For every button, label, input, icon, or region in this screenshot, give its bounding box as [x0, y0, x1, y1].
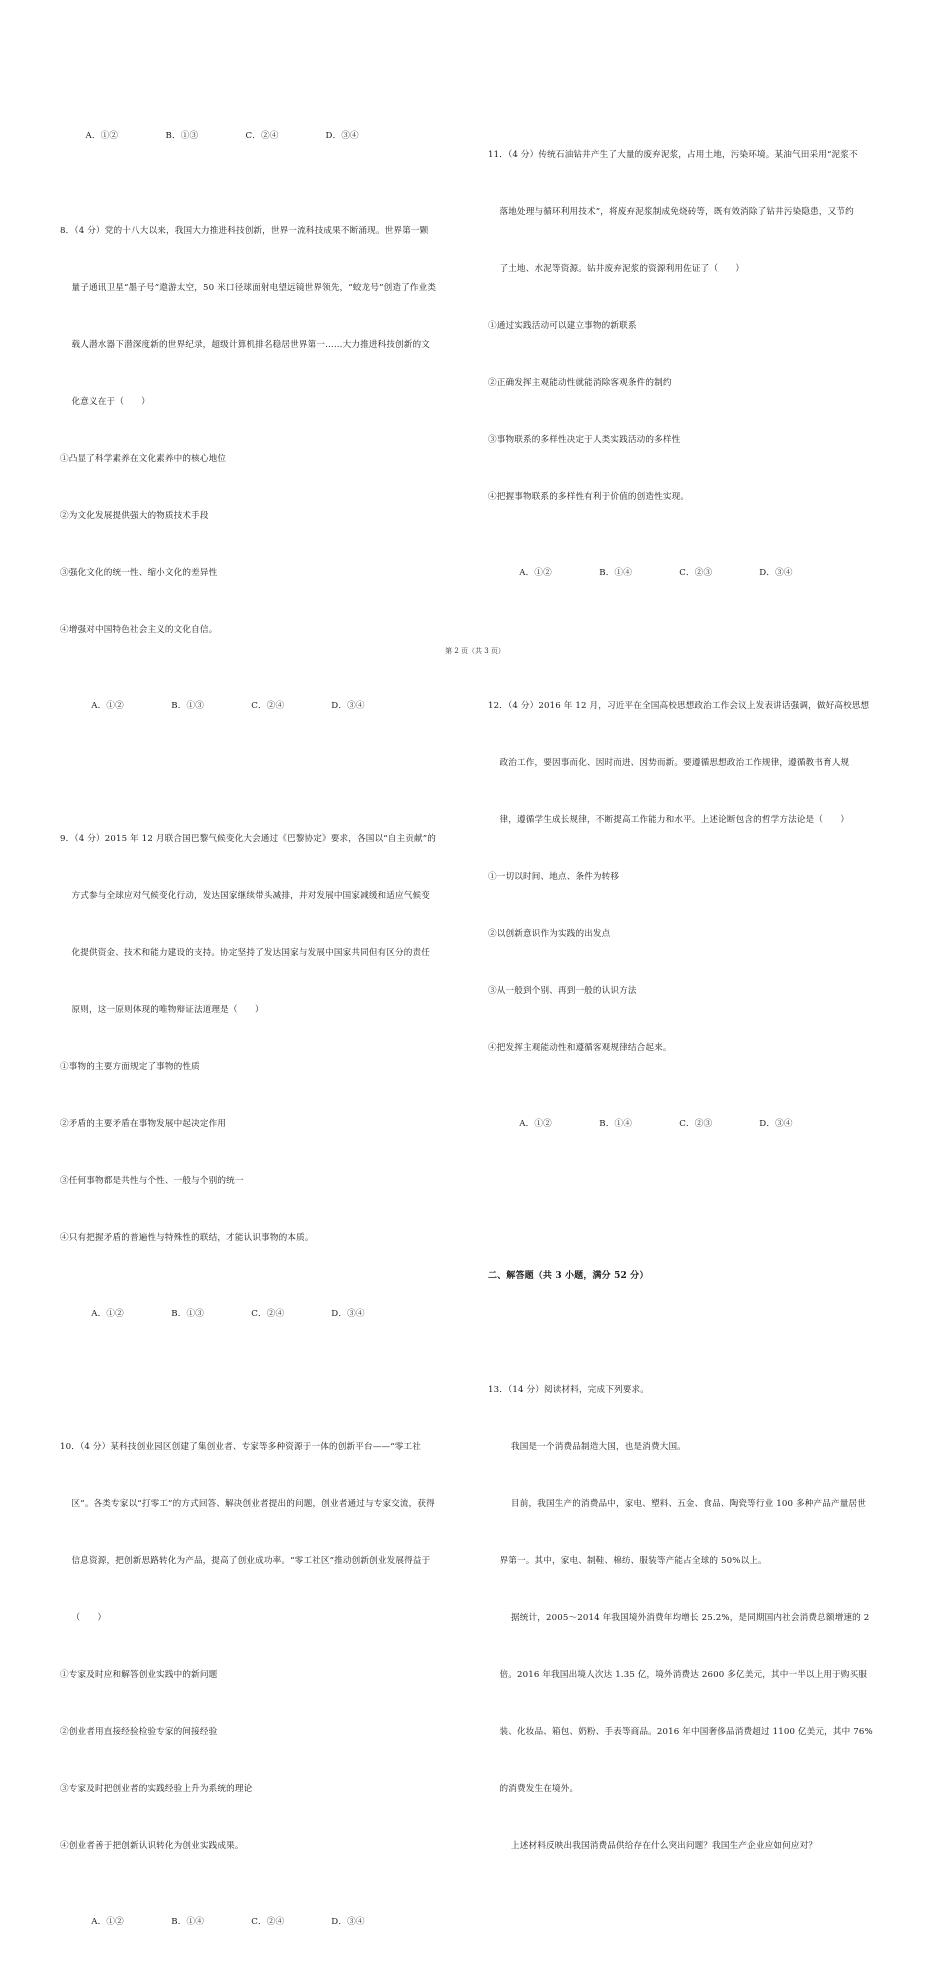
question-text-line: 13．（14 分）阅读材料，完成下列要求。 — [488, 1385, 649, 1395]
statement-item: ④增强对中国特色社会主义的文化自信。 — [60, 625, 218, 635]
option-d: D．③④ — [331, 701, 365, 711]
q12-options — [488, 1096, 908, 1129]
statement-item: ③强化文化的统一性、缩小文化的差异性 — [60, 568, 218, 578]
question-12 — [488, 659, 908, 1153]
material-line: 的消费发生在境外。 — [488, 1784, 579, 1794]
question-11 — [488, 108, 908, 602]
question-10 — [60, 1400, 480, 1951]
option-b: B．①③ — [165, 131, 199, 141]
left-column — [60, 70, 480, 1970]
question-13 — [488, 1343, 908, 1894]
option-a: A．①② — [519, 568, 552, 578]
page-footer: 第 2 页（共 3 页） — [445, 647, 505, 655]
option-c: C．②③ — [679, 568, 713, 578]
option-b: B．①④ — [171, 1917, 204, 1927]
material-line: 倍。2016 年我国出境人次达 1.35 亿，境外消费达 2600 多亿美元，其中一半以上用于购买服 — [488, 1670, 868, 1680]
question-text-line: 11．（4 分）传统石油钻井产生了大量的废弃泥浆，占用土地，污染环境。某油气田采用“泥浆不 — [488, 150, 858, 160]
option-c: C．②④ — [245, 131, 279, 141]
option-a: A．①② — [85, 131, 119, 141]
statement-item: ④把发挥主观能动性和遵循客观规律结合起来。 — [488, 1043, 672, 1053]
statement-item: ①专家及时应和解答创业实践中的新问题 — [60, 1670, 218, 1680]
q11-options — [488, 545, 908, 578]
statement-item: ①凸显了科学素养在文化素养中的核心地位 — [60, 454, 227, 464]
material-line: 我国是一个消费品制造大国，也是消费大国。 — [488, 1442, 686, 1452]
statement-item: ④只有把握矛盾的普遍性与特殊性的联结，才能认识事物的本质。 — [60, 1233, 314, 1243]
option-d: D．③④ — [759, 1119, 793, 1129]
q8-options — [60, 678, 480, 711]
statement-item: ②矛盾的主要矛盾在事物发展中起决定作用 — [60, 1119, 227, 1129]
option-b: B．①③ — [171, 701, 204, 711]
question-text-line: 区”。各类专家以“打零工”的方式回答、解决创业者提出的问题，创业者通过与专家交流，获得 — [60, 1499, 435, 1509]
statement-item: ③任何事物都是共性与个性、一般与个别的统一 — [60, 1176, 244, 1186]
option-d: D．③④ — [759, 568, 793, 578]
option-d: D．③④ — [331, 1309, 365, 1319]
question-text-line: 信息资源，把创新思路转化为产品，提高了创业成功率。“零工社区”推动创新创业发展得益于 — [60, 1556, 431, 1566]
statement-item: ④把握事物联系的多样性有利于价值的创造性实现。 — [488, 492, 690, 502]
statement-item: ①事物的主要方面规定了事物的性质 — [60, 1062, 200, 1072]
statement-item: ④创业者善于把创新认识转化为创业实践成果。 — [60, 1841, 244, 1851]
statement-item: ③事物联系的多样性决定于人类实践活动的多样性 — [488, 435, 681, 445]
q7-options — [60, 108, 480, 141]
question-text-line: 12．（4 分）2016 年 12 月，习近平在全国高校思想政治工作会议上发表讲话强调，做好高校思想 — [488, 701, 870, 711]
option-c: C．②④ — [251, 701, 285, 711]
question-text-line: 8．（4 分）党的十八大以来，我国大力推进科技创新，世界一流科技成果不断涌现。世界第一颗 — [60, 226, 429, 236]
question-text-line: 落地处理与循环利用技术”，将废弃泥浆制成免烧砖等，既有效消除了钻井污染隐患，又节约 — [488, 207, 854, 217]
option-a: A．①② — [519, 1119, 552, 1129]
q9-options — [60, 1286, 480, 1319]
question-text-line: 化提供资金、技术和能力建设的支持。协定坚持了发达国家与发展中国家共同但有区分的责任 — [60, 948, 431, 958]
statement-item: ③专家及时把创业者的实践经验上升为系统的理论 — [60, 1784, 253, 1794]
option-b: B．①③ — [171, 1309, 204, 1319]
material-line: 据统计，2005～2014 年我国境外消费年均增长 25.2%，是同期国内社会消费总额增速的 2 — [488, 1613, 870, 1623]
statement-item: ②创业者用直接经验检验专家的间接经验 — [60, 1727, 218, 1737]
statement-item: ②以创新意识作为实践的出发点 — [488, 929, 611, 939]
option-c: C．②④ — [251, 1917, 285, 1927]
q10-options — [60, 1894, 480, 1927]
material-line: 目前，我国生产的消费品中，家电、塑料、五金、食品、陶瓷等行业 100 多种产品产量居世 — [488, 1499, 866, 1509]
option-c: C．②④ — [251, 1309, 285, 1319]
question-text-line: 政治工作，要因事而化、因时而进、因势而新。要遵循思想政治工作规律，遵循教书育人规 — [488, 758, 850, 768]
option-a: A．①② — [91, 1309, 124, 1319]
statement-item: ②正确发挥主观能动性就能消除客观条件的制约 — [488, 378, 672, 388]
question-text-line: 化意义在于（ ） — [60, 397, 151, 407]
section-title: 二、解答题（共 3 小题，满分 52 分） — [488, 1271, 649, 1281]
statement-item: ③从一般到个别、再到一般的认识方法 — [488, 986, 637, 996]
material-line: 装、化妆品、箱包、奶粉、手表等商品。2016 年中国奢侈品消费超过 1100 亿美元，其中 76% — [488, 1727, 873, 1737]
option-d: D．③④ — [331, 1917, 365, 1927]
option-b: B．①④ — [599, 1119, 632, 1129]
option-d: D．③④ — [325, 131, 359, 141]
question-text-line: 9．（4 分）2015 年 12 月联合国巴黎气候变化大会通过《巴黎协定》要求，各国以“自主贡献”的 — [60, 834, 437, 844]
statement-item: ①通过实践活动可以建立事物的新联系 — [488, 321, 637, 331]
question-text-line: 原则，这一原则体现的唯物辩证法道理是（ ） — [60, 1005, 264, 1015]
option-a: A．①② — [91, 701, 124, 711]
material-line: 界第一。其中，家电、制鞋、棉纺、服装等产能占全球的 50%以上。 — [488, 1556, 767, 1566]
question-text-line: 量子通讯卫星“墨子号”遨游太空，50 米口径球面射电望远镜世界领先，“蛟龙号”创造了作业类 — [60, 283, 437, 293]
question-text-line: （ ） — [60, 1613, 107, 1623]
question-text-line: 方式参与全球应对气候变化行动，发达国家继续带头减排，并对发展中国家减缓和适应气候变 — [60, 891, 431, 901]
right-column — [488, 70, 908, 1913]
option-c: C．②③ — [679, 1119, 713, 1129]
question-prompt: 上述材料反映出我国消费品供给存在什么突出问题？我国生产企业应如何应对？ — [488, 1841, 818, 1851]
question-text-line: 了土地、水泥等资源。钻井废弃泥浆的资源利用佐证了（ ） — [488, 264, 745, 274]
question-text-line: 律，遵循学生成长规律，不断提高工作能力和水平。上述论断包含的哲学方法论是（ ） — [488, 815, 850, 825]
spacer — [488, 1210, 908, 1229]
statement-item: ①一切以时间、地点、条件为转移 — [488, 872, 620, 882]
question-text-line: 载人潜水器下潜深度新的世界纪录，超级计算机排名稳居世界第一……大力推进科技创新的文 — [60, 340, 431, 350]
question-9 — [60, 792, 480, 1343]
option-b: B．①④ — [599, 568, 632, 578]
question-text-line: 10．（4 分）某科技创业园区创建了集创业者、专家等多种资源于一体的创新平台——“零工社 — [60, 1442, 421, 1452]
statement-item: ②为文化发展提供强大的物质技术手段 — [60, 511, 209, 521]
option-a: A．①② — [91, 1917, 124, 1927]
